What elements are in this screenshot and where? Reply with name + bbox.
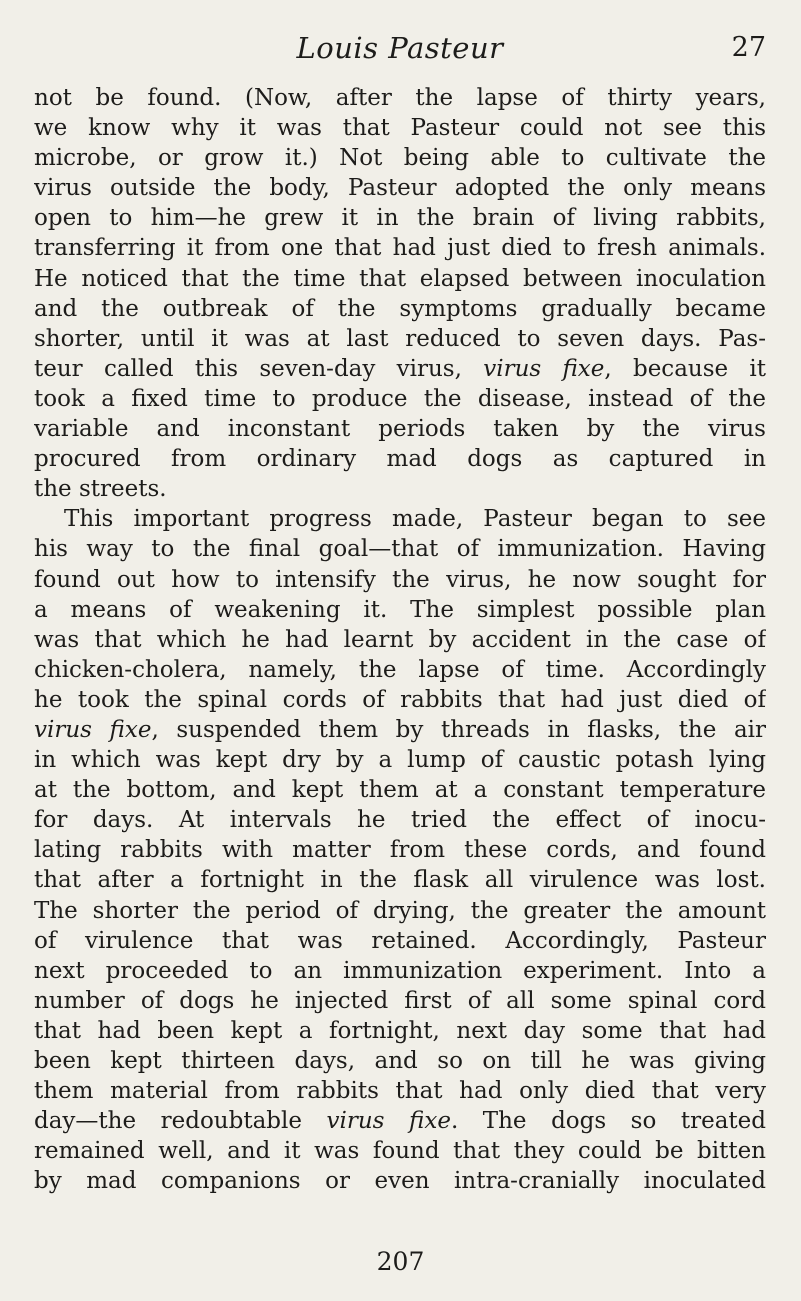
text-line: by mad companions or even intra-cranially inoculated <box>34 1168 766 1195</box>
running-title: Louis Pasteur <box>296 31 504 65</box>
text-line: at the bottom, and kept them at a constant temperature <box>34 777 766 804</box>
text-line: day—the redoubtable virus fixe. The dogs so treated <box>34 1108 766 1135</box>
body-text <box>34 83 766 1196</box>
text-line: found out how to intensify the virus, he now sought for <box>34 566 766 593</box>
text-line: transferring it from one that had just died to fresh animals. <box>34 235 766 262</box>
text-line: variable and inconstant periods taken by the virus <box>34 416 766 443</box>
text-line: number of dogs he injected first of all some spinal cord <box>34 987 766 1014</box>
text-line: a means of weakening it. The simplest possible plan <box>34 596 766 623</box>
text-line: that after a fortnight in the flask all virulence was lost. <box>34 867 766 894</box>
text-line: been kept thirteen days, and so on till he was giving <box>34 1048 766 1074</box>
text-line: The shorter the period of drying, the greater the amount <box>34 897 766 924</box>
text-line: lating rabbits with matter from these cords, and found <box>34 837 766 864</box>
text-line: them material from rabbits that had only died that very <box>34 1078 766 1105</box>
text-line: virus fixe, suspended them by threads in flasks, the air <box>34 716 766 743</box>
chapter-page-number: 27 <box>731 32 766 63</box>
text-line: of virulence that was retained. Accordingly, Pasteur <box>34 927 766 954</box>
text-line: he took the spinal cords of rabbits that had just died of <box>34 686 766 713</box>
text-line: his way to the final goal—that of immunization. Having <box>34 536 766 563</box>
text-line: and the outbreak of the symptoms gradually became <box>34 295 766 322</box>
text-line: This important progress made, Pasteur began to see <box>64 506 766 533</box>
text-line: we know why it was that Pasteur could not see this <box>34 115 766 142</box>
italic-term: virus fixe <box>34 716 152 743</box>
italic-term: virus fixe <box>326 1108 451 1135</box>
text-line: that had been kept a fortnight, next day some that had <box>34 1017 766 1044</box>
text-line: for days. At intervals he tried the effect of inocu- <box>34 807 766 834</box>
text-line: remained well, and it was found that they could be bitten <box>34 1138 766 1165</box>
text-line: in which was kept dry by a lump of caustic potash lying <box>34 747 766 774</box>
text-line: took a fixed time to produce the disease, instead of the <box>34 385 766 412</box>
text-line: He noticed that the time that elapsed between inoculation <box>34 265 766 292</box>
text-line: open to him—he grew it in the brain of living rabbits, <box>34 205 766 232</box>
book-page-number: 207 <box>376 1247 425 1276</box>
text-line: procured from ordinary mad dogs as captured in <box>34 446 766 473</box>
italic-term: virus fixe <box>483 355 605 382</box>
text-line: virus outside the body, Pasteur adopted the only means <box>34 175 766 202</box>
text-line: not be found. (Now, after the lapse of thirty years, <box>34 85 766 111</box>
text-line: next proceeded to an immunization experiment. Into a <box>34 957 766 984</box>
text-line: shorter, until it was at last reduced to seven days. Pas- <box>34 325 766 352</box>
text-line: chicken-cholera, namely, the lapse of time. Accordingly <box>34 656 766 683</box>
text-line: teur called this seven-day virus, virus fixe, because it <box>34 355 766 382</box>
text-line: the streets. <box>34 476 167 503</box>
text-line: microbe, or grow it.) Not being able to cultivate the <box>34 145 766 172</box>
text-line: was that which he had learnt by accident in the case of <box>34 626 766 653</box>
page-header <box>34 28 766 68</box>
